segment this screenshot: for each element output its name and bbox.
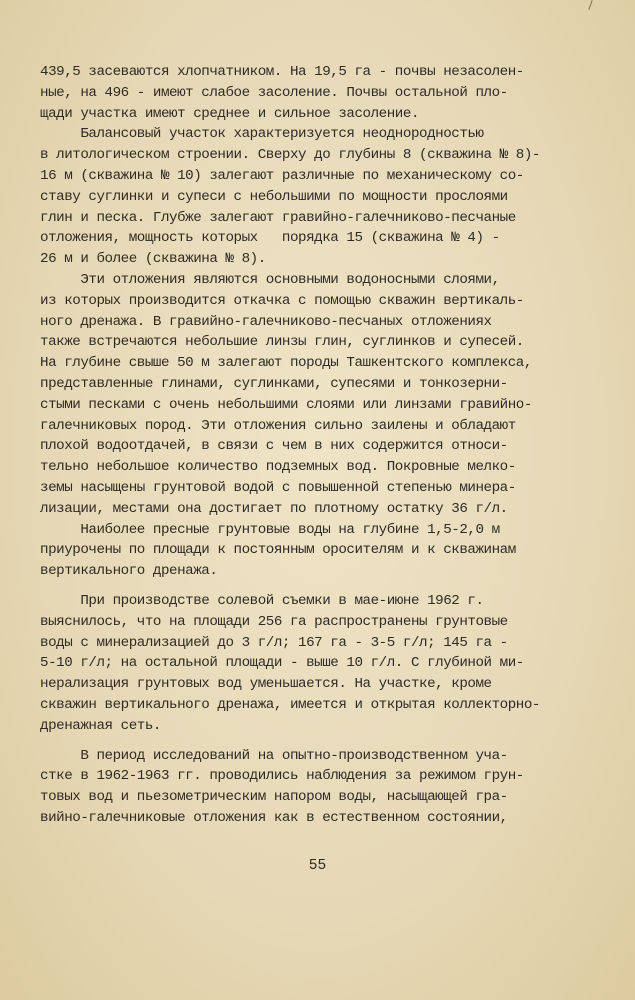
- text-line: Балансовый участок характеризуется неоднородностью: [40, 126, 484, 143]
- text-line: 26 м и более (скважина № 8).: [40, 251, 266, 268]
- text-line: в литологическом строении. Сверху до глубины 8 (скважина № 8)-: [40, 147, 540, 164]
- text-line: стке в 1962-1963 гг. проводились наблюдения за режимом грун-: [40, 768, 524, 785]
- page-number: 55: [308, 858, 327, 874]
- text-line: глин и песка. Глубже залегают гравийно-галечниково-песчаные: [40, 209, 516, 226]
- text-line: лизации, местами она достигает по плотному остатку 36 г/л.: [40, 500, 508, 517]
- text-line: Эти отложения являются основными водоносными слоями,: [40, 271, 500, 288]
- text-line: щади участка имеют среднее и сильное засоление.: [40, 105, 420, 122]
- text-line: галечниковых пород. Эти отложения сильно заилены и обладают: [40, 417, 516, 434]
- corner-mark: [588, 0, 592, 10]
- text-line: В период исследований на опытно-производственном уча-: [40, 747, 508, 764]
- text-line: также встречаются небольшие линзы глин, суглинков и супесей.: [40, 334, 524, 351]
- paragraph-4: [40, 520, 610, 582]
- document-body: [40, 62, 610, 829]
- text-line: воды с минерализацией до 3 г/л; 167 га - 3-5 г/л; 145 га -: [40, 634, 508, 651]
- text-line: ставу суглинки и супеси с небольшими по мощности прослоями: [40, 188, 508, 205]
- text-line: из которых производится откачка с помощью скважин вертикаль-: [40, 292, 524, 309]
- text-line: При производстве солевой съемки в мае-июне 1962 г.: [40, 592, 484, 609]
- text-line: На глубине свыше 50 м залегают породы Ташкентского комплекса,: [40, 355, 532, 372]
- text-line: стыми песками с очень небольшими слоями или линзами гравийно-: [40, 396, 532, 413]
- text-line: ного дренажа. В гравийно-галечниково-песчаных отложениях: [40, 313, 492, 330]
- text-line: ные, на 496 - имеют слабое засоление. Почвы остальной пло-: [40, 84, 508, 101]
- text-line: тельно небольшое количество подземных вод. Покровные мелко-: [40, 459, 516, 476]
- text-line: 16 м (скважина № 10) залегают различные по механическому со-: [40, 167, 524, 184]
- text-line: вертикального дренажа.: [40, 563, 218, 580]
- text-line: Наиболее пресные грунтовые воды на глубине 1,5-2,0 м: [40, 521, 500, 538]
- paragraph-2: [40, 124, 610, 270]
- text-line: отложения, мощность которых порядка 15 (скважина № 4) -: [40, 230, 500, 247]
- text-line: скважин вертикального дренажа, имеется и открытая коллекторно-: [40, 696, 540, 713]
- paragraph-3: [40, 270, 610, 520]
- text-line: представленные глинами, суглинками, супесями и тонкозерни-: [40, 375, 508, 392]
- text-line: товых вод и пьезометрическим напором воды, насыщающей гра-: [40, 789, 508, 806]
- text-line: 439,5 засеваются хлопчатником. На 19,5 га - почвы незасолен-: [40, 64, 524, 80]
- text-line: нерализация грунтовых вод уменьшается. На участке, кроме: [40, 676, 492, 693]
- text-line: приурочены по площади к постоянным оросителям и к скважинам: [40, 542, 516, 559]
- paragraph-5: [40, 591, 610, 737]
- text-line: земы насыщены грунтовой водой с повышенной степенью минера-: [40, 479, 516, 496]
- text-line: выяснилось, что на площади 256 га распространены грунтовые: [40, 613, 508, 630]
- text-line: 5-10 г/л; на остальной площади - выше 10 г/л. С глубиной ми-: [40, 655, 524, 672]
- text-line: вийно-галечниковые отложения как в естественном состоянии,: [40, 809, 508, 826]
- paragraph-1: [40, 62, 610, 124]
- paragraph-6: [40, 746, 610, 829]
- text-line: дренажная сеть.: [40, 717, 161, 734]
- text-line: плохой водоотдачей, в связи с чем в них содержится относи-: [40, 438, 508, 455]
